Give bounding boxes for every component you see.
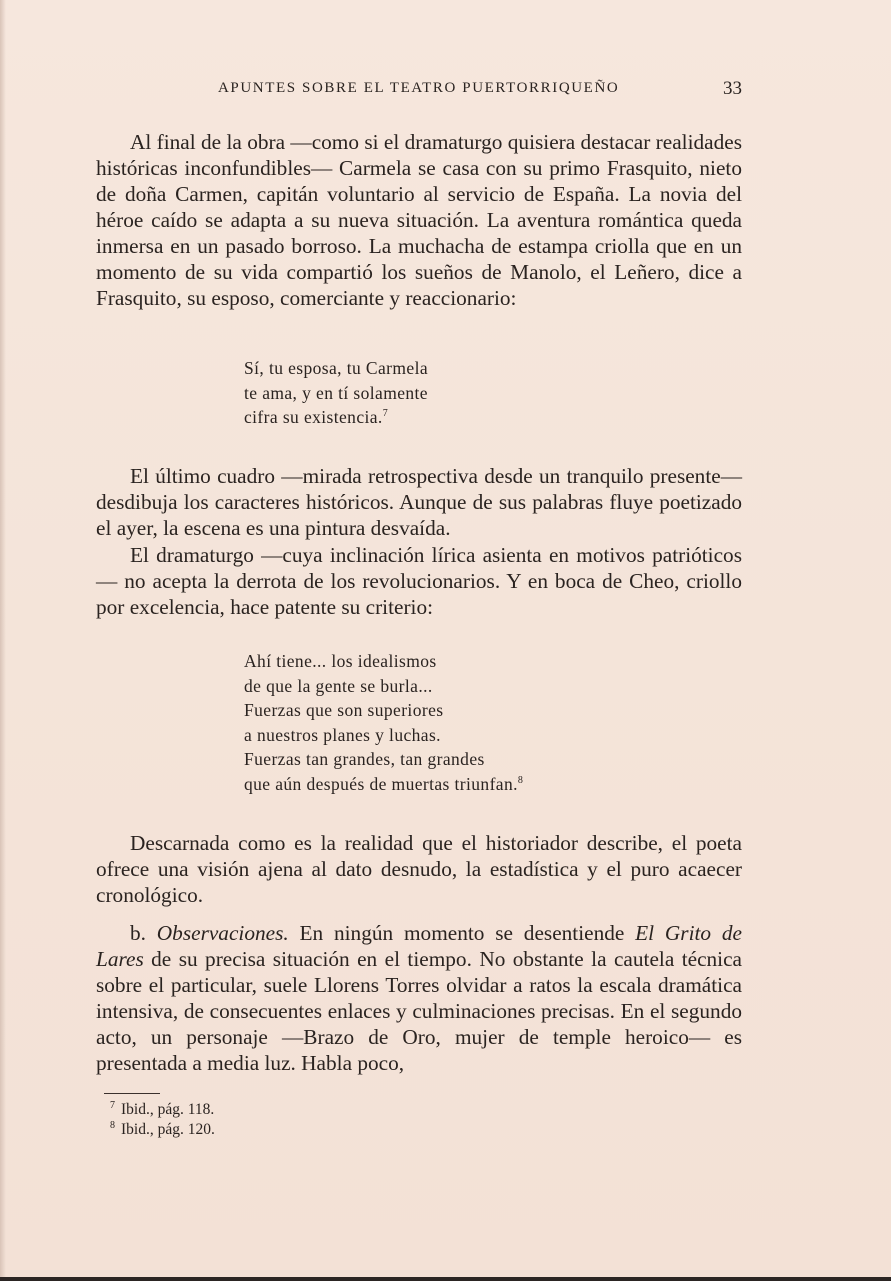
page-edge-shadow	[0, 0, 6, 1281]
work-title-italic: El Grito de Lares	[96, 921, 742, 971]
paragraph-5-text-1: En ningún momento se desentiende	[288, 921, 636, 945]
footnote-8	[110, 1120, 215, 1140]
footnote-8-mark: 8	[110, 1119, 115, 1131]
verse-quote-1	[244, 356, 428, 430]
verse-1-line-3-text: cifra su existencia.	[244, 407, 383, 427]
footnote-7-text: Ibid., pág. 118.	[121, 1101, 215, 1118]
paragraph-5-block	[96, 920, 742, 1076]
paragraph-5-text-2: de su precisa situación en el tiempo. No obstante la cautela técnica sobre el particular, suele Llorens Torres olvidar a ratos la escala dramática intensiva, de consecuentes enlaces y culminaciones precisas. En el segundo acto, un personaje —Brazo de Oro, mujer de temple heroico— es presentada a media luz. Habla poco,	[96, 947, 742, 1075]
verse-2-line-6-text: que aún después de muertas triunfan.	[244, 773, 518, 794]
paragraph-1-block	[96, 129, 742, 311]
verse-1-line-1: Sí, tu esposa, tu Carmela	[244, 358, 429, 378]
section-label: b.	[130, 921, 157, 945]
page-number: 33	[723, 78, 742, 99]
verse-2-line-1: Ahí tiene... los idealismos	[244, 651, 437, 671]
verse-2-line-2: de que la gente se burla...	[244, 675, 433, 696]
verse-quote-2	[244, 649, 523, 796]
page-bottom-edge	[0, 1277, 891, 1281]
footnote-ref-7[interactable]: 7	[382, 408, 389, 420]
footnote-divider	[104, 1093, 160, 1094]
verse-2-line-5: Fuerzas tan grandes, tan grandes	[244, 749, 485, 769]
paragraphs-2-3-block	[96, 463, 742, 620]
verse-1-line-2: te ama, y en tí solamente	[244, 382, 428, 403]
footnote-8-text: Ibid., pág. 120.	[121, 1121, 215, 1138]
verse-2-line-6	[244, 772, 523, 797]
footnote-7	[110, 1100, 215, 1120]
running-title: APUNTES SOBRE EL TEATRO PUERTORRIQUEÑO	[218, 80, 620, 96]
footnote-ref-8[interactable]: 8	[517, 774, 524, 786]
paragraph-5	[96, 920, 742, 1076]
paragraph-3: El dramaturgo —cuya inclinación lírica asienta en motivos patrióticos— no acepta la derrota de los revolucionarios. Y en boca de Cheo, criollo por excelencia, hace patente su criterio:	[96, 543, 742, 619]
verse-2-line-3: Fuerzas que son superiores	[244, 700, 444, 720]
paragraph-2: El último cuadro —mirada retrospectiva desde un tranquilo presente— desdibuja los caracteres históricos. Aunque de sus palabras fluye poetizado el ayer, la escena es una pintura desvaída.	[96, 464, 742, 540]
verse-2-line-4: a nuestros planes y luchas.	[244, 724, 441, 745]
section-heading-italic: Observaciones.	[156, 921, 289, 945]
footnotes	[110, 1100, 215, 1140]
footnote-7-mark: 7	[110, 1099, 115, 1111]
paragraph-1: Al final de la obra —como si el dramaturgo quisiera destacar realidades históricas inconfundibles— Carmela se casa con su primo Frasquito, nieto de doña Carmen, capitán voluntario al servicio de España. La novia del héroe caído se adapta a su nueva situación. La aventura romántica queda inmersa en un pasado borroso. La muchacha de estampa criolla que en un momento de su vida compartió los sueños de Manolo, el Leñero, dice a Frasquito, su esposo, comerciante y reaccionario:	[96, 130, 742, 310]
verse-1-line-3	[244, 405, 428, 430]
paragraph-4: Descarnada como es la realidad que el historiador describe, el poeta ofrece una visión ajena al dato desnudo, la estadística y el puro acaecer cronológico.	[96, 831, 742, 907]
paragraph-4-block	[96, 830, 742, 908]
page-header	[120, 78, 742, 102]
